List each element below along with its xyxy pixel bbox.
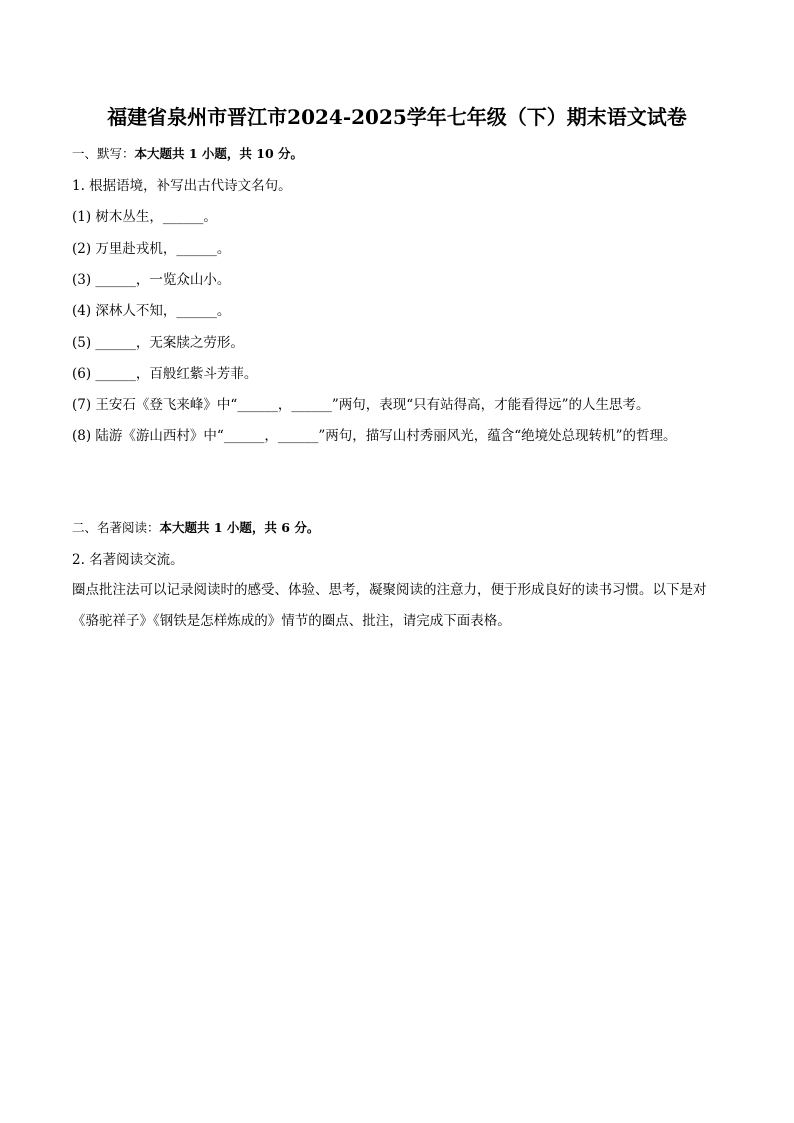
question-1-item-7: (7) 王安石《登飞来峰》中“______，______”两句，表现“只有站得高，才能看得远”的人生思考。	[72, 397, 650, 413]
section-2-heading	[72, 518, 319, 538]
question-1-item-5: (5) ______，无案牍之劳形。	[72, 335, 244, 351]
question-1-item-1: (1) 树木丛生，______。	[72, 209, 217, 225]
question-1-item-3: (3) ______，一览众山小。	[72, 272, 231, 288]
question-1-item-4: (4) 深林人不知，______。	[72, 303, 231, 319]
question-1-item-2: (2) 万里赴戎机，______。	[72, 241, 231, 257]
question-2-paragraph: 圈点批注法可以记录阅读时的感受、体验、思考，凝聚阅读的注意力，便于形成良好的读书习惯。以下是对《骆驼祥子》《钢铁是怎样炼成的》情节的圈点、批注，请完成下面表格。	[72, 582, 707, 629]
section-2-heading-detail: 本大题共 1 小题，共 6 分。	[159, 520, 320, 535]
page-title: 福建省泉州市晋江市2024-2025学年七年级（下）期末语文试卷	[107, 105, 687, 129]
section-1-heading-prefix: 一、默写：	[72, 146, 135, 161]
section-1-heading	[72, 144, 303, 164]
question-2: 2. 名著阅读交流。	[72, 552, 184, 568]
question-1-item-8: (8) 陆游《游山西村》中“______，______”两句，描写山村秀丽风光，蕴含“绝境处总现转机”的哲理。	[72, 428, 677, 444]
section-1-heading-detail: 本大题共 1 小题，共 10 分。	[134, 146, 304, 161]
section-2-heading-prefix: 二、名著阅读：	[72, 520, 160, 535]
question-1: 1. 根据语境，补写出古代诗文名句。	[72, 178, 292, 194]
question-1-item-6: (6) ______，百般红紫斗芳菲。	[72, 366, 258, 382]
